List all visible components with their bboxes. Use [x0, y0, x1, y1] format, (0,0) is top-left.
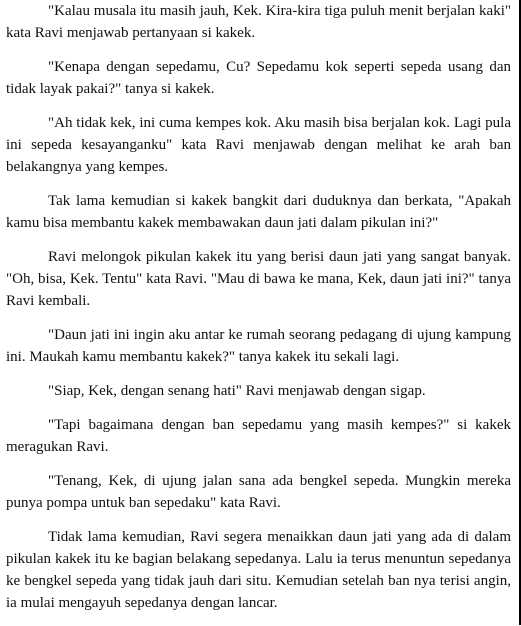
- story-text: [6, 0, 511, 626]
- paragraph: "Kalau musala itu masih jauh, Kek. Kira-kira tiga puluh menit berjalan kaki" kata Ravi menjawab pertanyaan si kakek.: [6, 3, 511, 41]
- paragraph: "Tenang, Kek, di ujung jalan sana ada bengkel sepeda. Mungkin mereka punya pompa untuk ban sepedaku" kata Ravi.: [6, 473, 511, 511]
- paragraph: "Ah tidak kek, ini cuma kempes kok. Aku masih bisa berjalan kok. Lagi pula ini sepeda kesayanganku" kata Ravi menjawab dengan melihat ke arah ban belakangnya yang kempes.: [6, 115, 511, 175]
- paragraph: "Daun jati ini ingin aku antar ke rumah seorang pedagang di ujung kampung ini. Maukah kamu membantu kakek?" tanya kakek itu sekali lagi.: [6, 327, 511, 365]
- paragraph: Tidak lama kemudian, Ravi segera menaikkan daun jati yang ada di dalam pikulan kakek itu ke bagian belakang sepedanya. Lalu ia terus menuntun sepedanya ke bengkel sepeda yang tidak jauh dari situ. Kemudian setelah ban nya terisi angin, ia mulai mengayuh sepedanya dengan lancar.: [6, 529, 511, 611]
- paragraph: "Tapi bagaimana dengan ban sepedamu yang masih kempes?" si kakek meragukan Ravi.: [6, 417, 511, 455]
- paragraph: "Siap, Kek, dengan senang hati" Ravi menjawab dengan sigap.: [48, 383, 426, 399]
- paragraph: "Kenapa dengan sepedamu, Cu? Sepedamu kok seperti sepeda usang dan tidak layak pakai?" tanya si kakek.: [6, 59, 511, 97]
- paragraph: Ravi melongok pikulan kakek itu yang berisi daun jati yang sangat banyak. "Oh, bisa, Kek. Tentu" kata Ravi. "Mau di bawa ke mana, Kek, daun jati ini?" tanya Ravi kembali.: [6, 249, 511, 309]
- paragraph: Tak lama kemudian si kakek bangkit dari duduknya dan berkata, "Apakah kamu bisa membantu kakek membawakan daun jati dalam pikulan ini?": [6, 193, 511, 231]
